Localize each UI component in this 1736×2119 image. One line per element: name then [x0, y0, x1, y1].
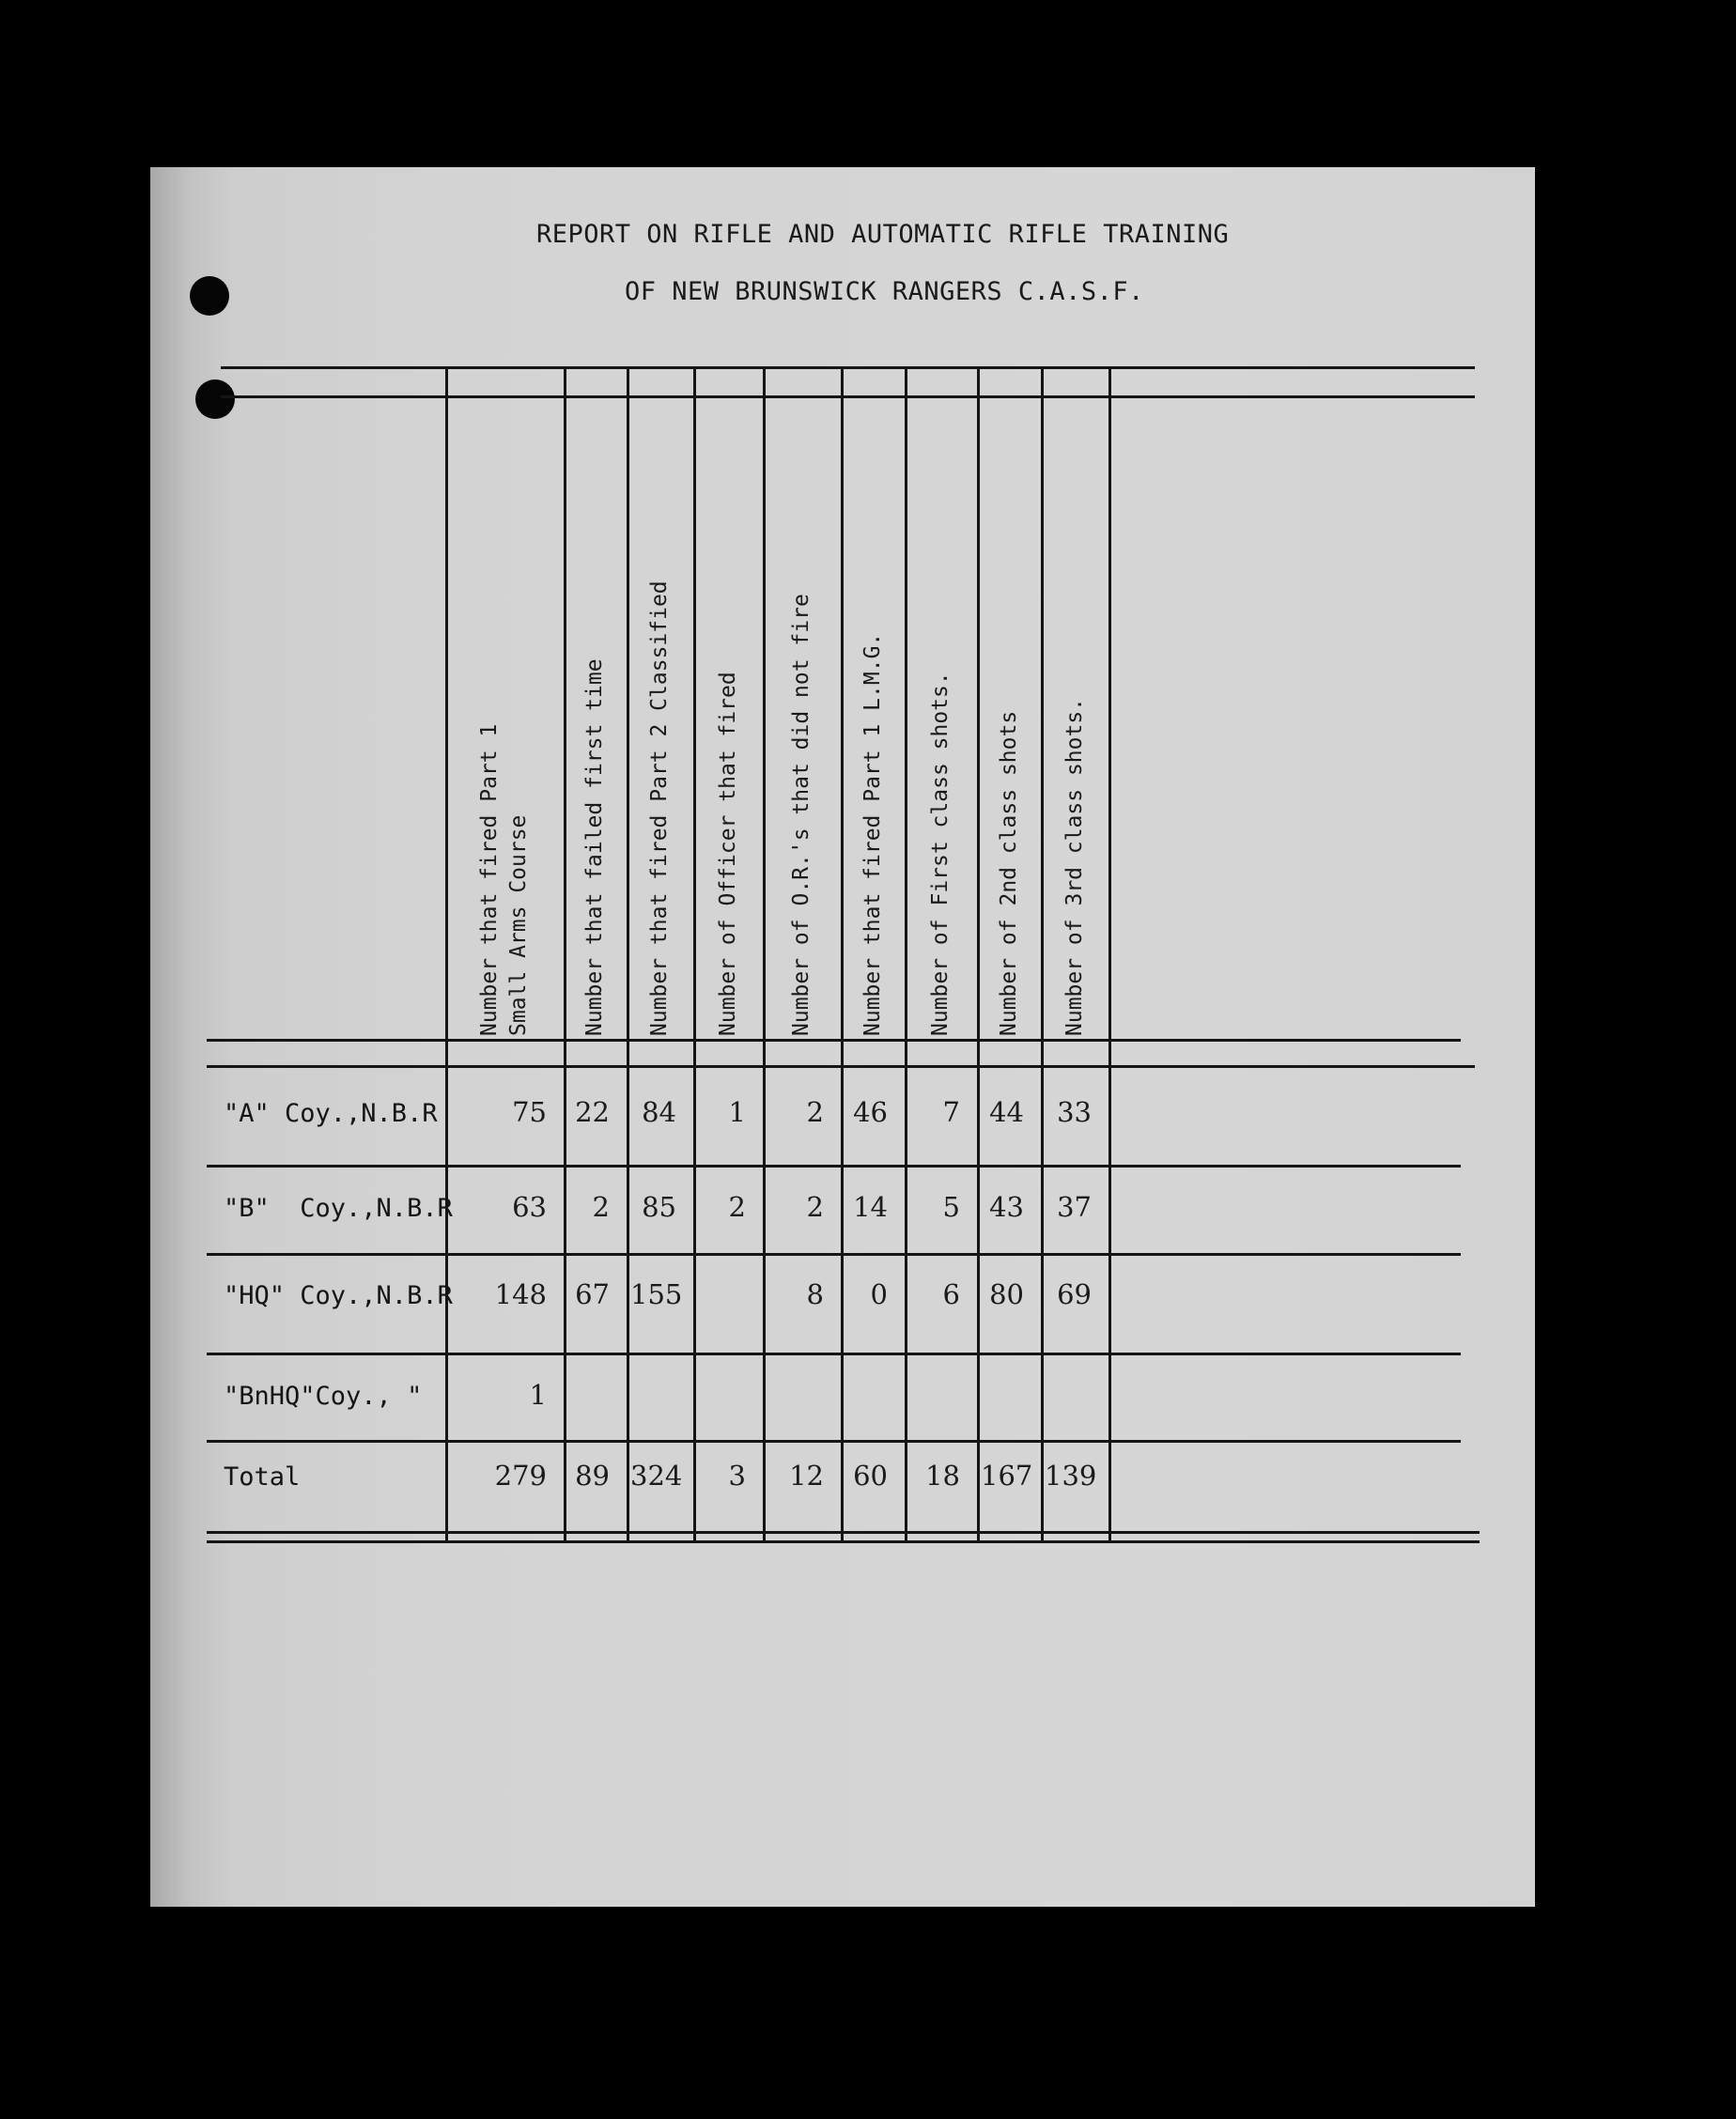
column-header-6: Number that fired Part 1 L.M.G.: [860, 632, 885, 1036]
cell-r1-c5: 2: [806, 1096, 824, 1128]
column-header-4: Number of Officer that fired: [716, 672, 740, 1036]
cell-r2-c3: 85: [642, 1191, 676, 1223]
punch-hole-top: [190, 276, 229, 316]
cell-r1-c8: 44: [989, 1096, 1024, 1128]
cell-r2-c6: 14: [853, 1191, 888, 1223]
cell-r5-c6: 60: [853, 1460, 888, 1492]
cell-r5-c5: 12: [789, 1460, 824, 1492]
column-header-7: Number of First class shots.: [928, 672, 953, 1036]
table-rule-6: [207, 1353, 1461, 1355]
column-divider-2: [627, 366, 629, 1540]
column-header-1: Number that fired Part 1 Small Arms Course: [477, 723, 531, 1036]
cell-r5-c9: 139: [1045, 1460, 1097, 1492]
cell-r5-c2: 89: [575, 1460, 610, 1492]
cell-r3-c6: 0: [870, 1278, 888, 1310]
cell-r2-c1: 63: [512, 1191, 547, 1223]
column-divider-4: [763, 366, 766, 1540]
row-label-4: "BnHQ"Coy., ": [224, 1382, 423, 1411]
cell-r3-c3: 155: [630, 1278, 683, 1310]
column-divider-9: [1108, 366, 1111, 1540]
punch-hole-bottom: [195, 379, 235, 419]
cell-r2-c2: 2: [592, 1191, 610, 1223]
cell-r1-c4: 1: [728, 1096, 746, 1128]
cell-r1-c6: 46: [853, 1096, 888, 1128]
table-rule-5: [207, 1253, 1461, 1256]
column-divider-3: [693, 366, 696, 1540]
column-divider-5: [841, 366, 844, 1540]
cell-r5-c1: 279: [494, 1460, 547, 1492]
column-divider-8: [1041, 366, 1044, 1540]
table-rule-1: [221, 395, 1475, 398]
cell-r5-c3: 324: [630, 1460, 683, 1492]
cell-r2-c5: 2: [806, 1191, 824, 1223]
cell-r5-c8: 167: [981, 1460, 1033, 1492]
column-header-2: Number that failed first time: [582, 658, 607, 1036]
cell-r3-c1: 148: [494, 1278, 547, 1310]
report-title-line-1: REPORT ON RIFLE AND AUTOMATIC RIFLE TRAINING: [536, 220, 1230, 249]
row-label-1: "A" Coy.,N.B.R: [224, 1099, 438, 1128]
report-title-line-2: OF NEW BRUNSWICK RANGERS C.A.S.F.: [625, 277, 1144, 306]
cell-r1-c9: 33: [1057, 1096, 1092, 1128]
cell-r3-c7: 6: [942, 1278, 960, 1310]
cell-r3-c9: 69: [1057, 1278, 1092, 1310]
cell-r2-c9: 37: [1057, 1191, 1092, 1223]
document-page: [150, 167, 1535, 1907]
cell-r2-c7: 5: [942, 1191, 960, 1223]
column-divider-0: [445, 366, 448, 1540]
table-rule-4: [207, 1165, 1461, 1168]
column-divider-1: [564, 366, 566, 1540]
cell-r1-c7: 7: [942, 1096, 960, 1128]
row-label-2: "B" Coy.,N.B.R: [224, 1194, 453, 1223]
table-rule-9: [207, 1540, 1480, 1543]
column-header-9: Number of 3rd class shots.: [1062, 697, 1087, 1036]
cell-r1-c2: 22: [575, 1096, 610, 1128]
cell-r2-c8: 43: [989, 1191, 1024, 1223]
cell-r5-c4: 3: [728, 1460, 746, 1492]
table-rule-2: [207, 1039, 1461, 1042]
cell-r3-c5: 8: [806, 1278, 824, 1310]
cell-r2-c4: 2: [728, 1191, 746, 1223]
column-divider-6: [905, 366, 907, 1540]
column-divider-7: [977, 366, 980, 1540]
column-header-3: Number that fired Part 2 Classified: [647, 580, 672, 1036]
table-rule-7: [207, 1440, 1461, 1443]
table-rule-0: [221, 366, 1475, 369]
column-header-8: Number of 2nd class shots: [997, 710, 1021, 1036]
column-header-5: Number of O.R.'s that did not fire: [789, 594, 814, 1036]
cell-r3-c8: 80: [989, 1278, 1024, 1310]
row-label-5: Total: [224, 1462, 301, 1492]
cell-r5-c7: 18: [925, 1460, 960, 1492]
cell-r1-c1: 75: [512, 1096, 547, 1128]
cell-r1-c3: 84: [642, 1096, 676, 1128]
row-label-3: "HQ" Coy.,N.B.R: [224, 1281, 453, 1310]
cell-r3-c2: 67: [575, 1278, 610, 1310]
cell-r4-c1: 1: [529, 1379, 547, 1411]
